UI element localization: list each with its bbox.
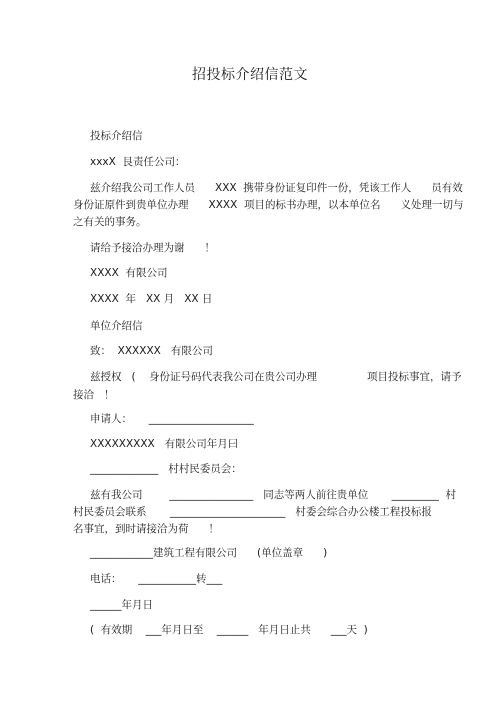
- body-line: 请给予接洽办理为谢 ！: [90, 242, 216, 254]
- body-line: 兹介绍我公司工作人员 XXX 携带身份证复印件一份，凭该工作人 员有效: [90, 182, 463, 194]
- validity-line: ( 有效期 ___年月日至 ______ 年月日止共 ___天 ): [90, 624, 368, 636]
- date-line: XXXX 年 XX 月 XX 日: [90, 293, 213, 305]
- date-line: ______年月日: [90, 599, 153, 611]
- heading-tender-letter: 投标介绍信: [90, 130, 143, 142]
- applicant-line: 申请人： ____________________: [90, 413, 254, 425]
- body-line: 兹授权 ( 身份证号码代表我公司在贵公司办理 项目投标事宜，请予: [90, 371, 462, 383]
- company-date-line: XXXXXXXXX 有限公司年月曰: [90, 438, 239, 450]
- village-committee-line: _____________ 村村民委员会：: [90, 463, 242, 475]
- company-line: XXXX 有限公司: [90, 267, 168, 279]
- body-line: 兹有我公司 ________________ 同志等两人前往贵单位 _________ 村: [90, 489, 457, 501]
- body-line: 名事宜，到时请接洽为荷 ！: [73, 523, 220, 535]
- body-line: 接洽 ！: [73, 389, 115, 401]
- body-line: 身份证原件到贵单位办理 XXXX 项目的标书办理，以本单位名 义处理一切与: [73, 199, 464, 211]
- addressee-line: 致： XXXXXX 有限公司: [90, 345, 213, 357]
- phone-line: 电话： ___________转___: [90, 573, 223, 585]
- document-title: 招投标介绍信范文: [192, 67, 308, 83]
- salutation-line: xxxX 艮责任公司：: [90, 156, 186, 168]
- signature-line: ____________建筑工程有限公司 (单位盖章 ): [90, 547, 328, 559]
- heading-unit-letter: 单位介绍信: [90, 320, 143, 332]
- body-line: 之有关的事务。: [73, 216, 147, 228]
- body-line: 村民委员会联系 ______________________ 村委会综合办公楼工程投标报: [73, 506, 432, 518]
